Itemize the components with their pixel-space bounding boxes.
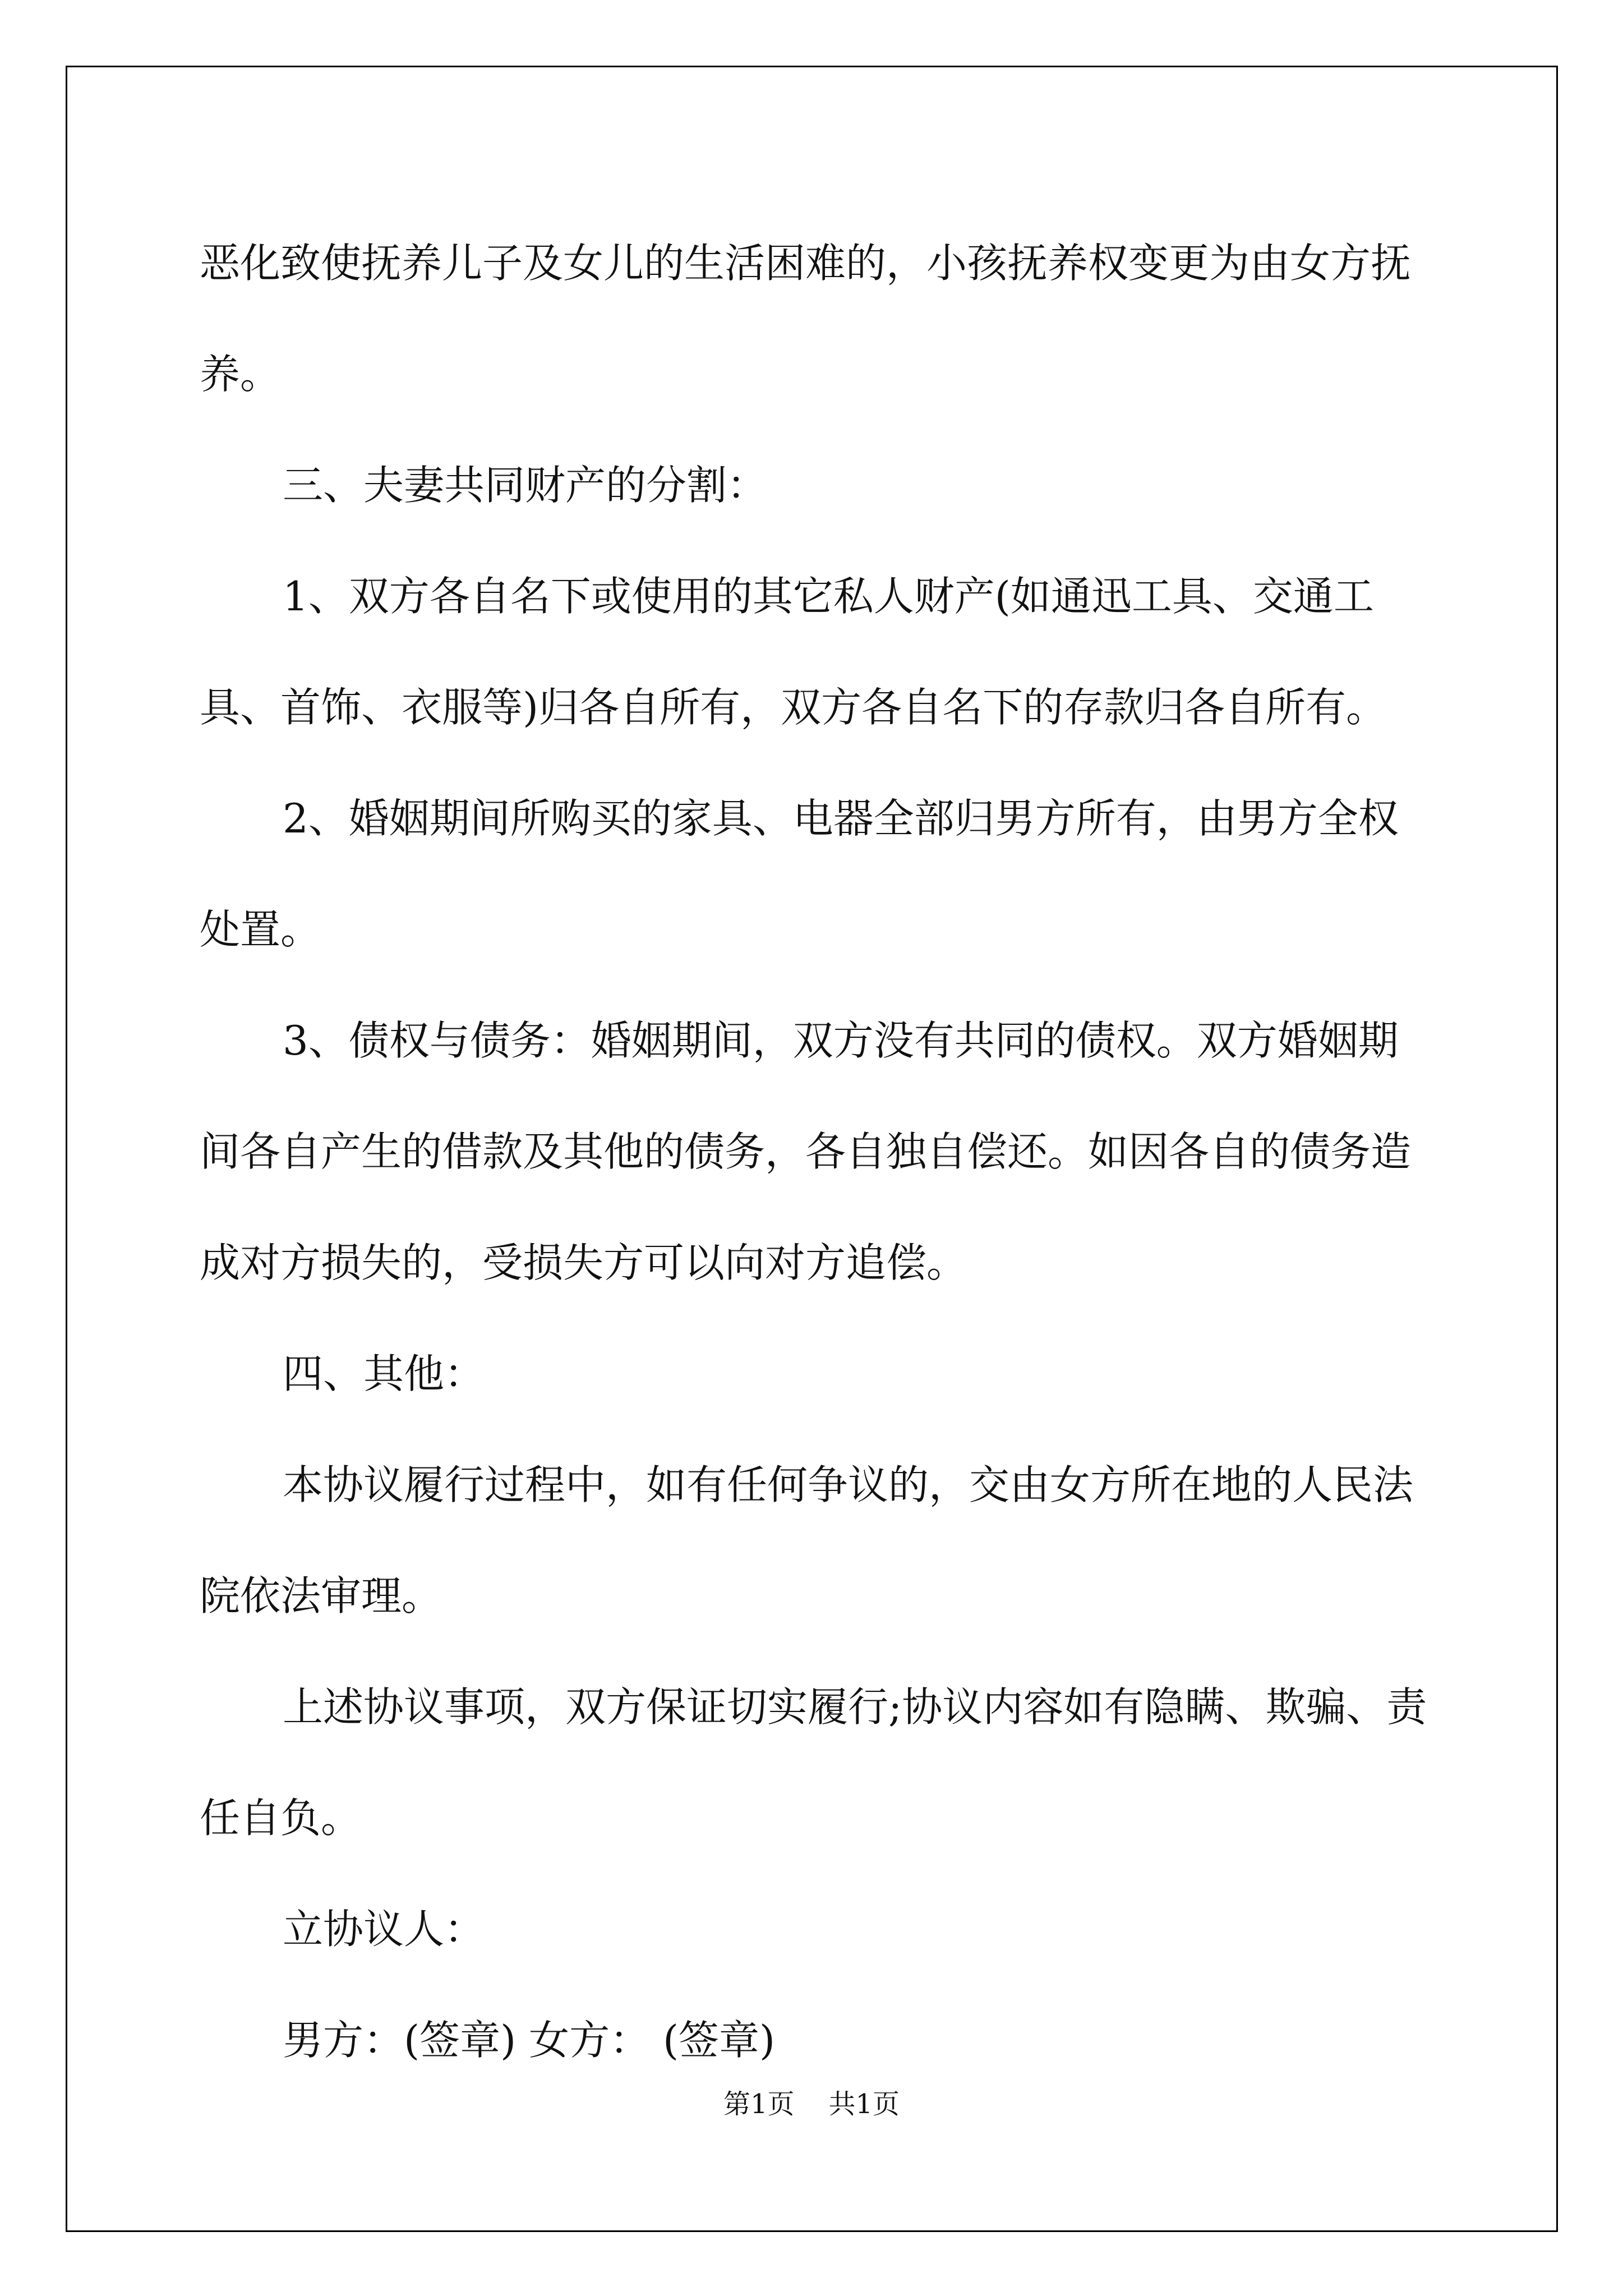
- section-heading-other: 四、其他：: [283, 1350, 485, 1397]
- signatories-label: 立协议人：: [283, 1906, 485, 1953]
- paragraph: 1、双方各自名下或使用的其它私人财产(如通迅工具、交通工具、首饰、衣服等)归各自所有，双方各自名下的存款归各自所有。: [200, 573, 1387, 731]
- document-body: [200, 208, 1433, 2096]
- paragraph: 上述协议事项，双方保证切实履行;协议内容如有隐瞒、欺骗、责任自负。: [200, 1683, 1427, 1842]
- page-footer: [0, 2082, 1623, 2121]
- paragraph: 本协议履行过程中，如有任何争议的，交由女方所在地的人民法院依法审理。: [200, 1461, 1414, 1619]
- section-heading-property: 三、夫妻共同财产的分割：: [283, 462, 768, 509]
- signature-line: 男方：(签章) 女方： (签章): [283, 2017, 776, 2064]
- page-total: 共1页: [828, 2088, 900, 2120]
- paragraph: 恶化致使抚养儿子及女儿的生活困难的，小孩抚养权变更为由女方抚养。: [200, 240, 1412, 398]
- page-number: 第1页: [723, 2088, 795, 2120]
- paragraph: 3、债权与债务：婚姻期间，双方没有共同的债权。双方婚姻期间各自产生的借款及其他的债务，各自独自偿还。如因各自的债务造成对方损失的，受损失方可以向对方追偿。: [200, 1017, 1412, 1286]
- paragraph: 2、婚姻期间所购买的家具、电器全部归男方所有，由男方全权处置。: [200, 795, 1399, 953]
